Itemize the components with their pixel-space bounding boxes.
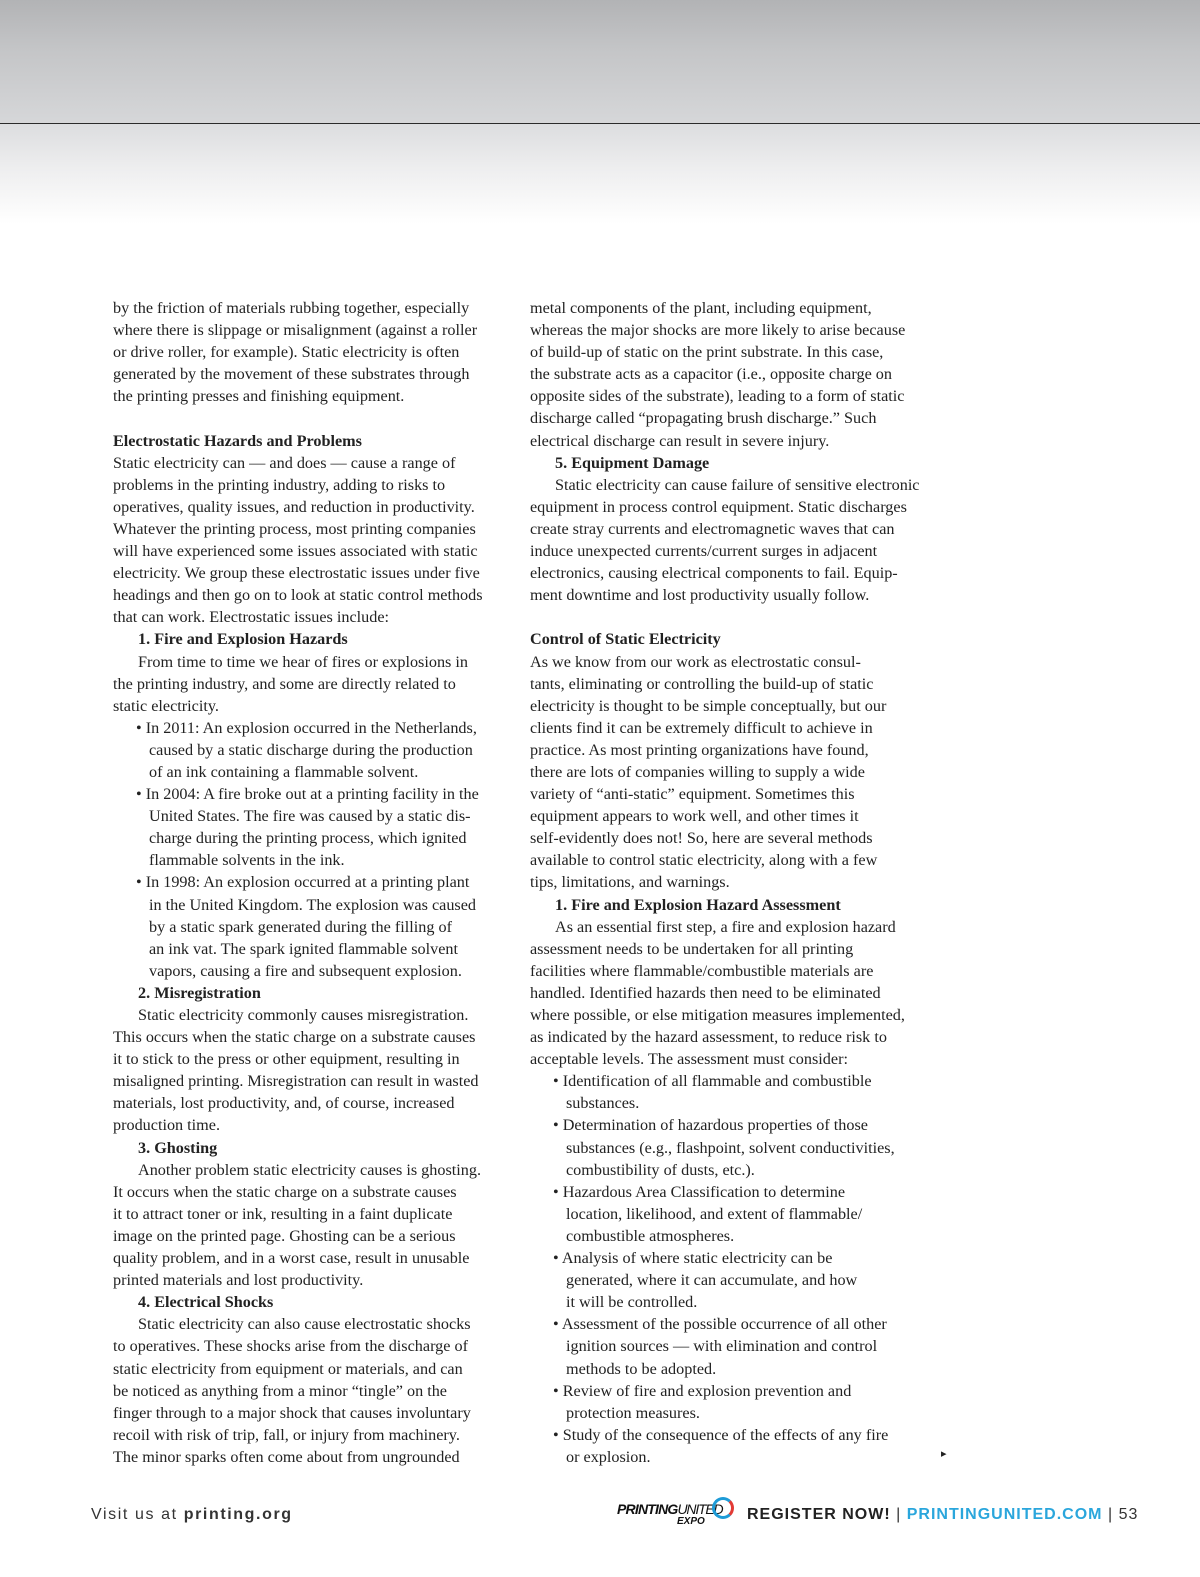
text-line: as indicated by the hazard assessment, to reduce risk to: [530, 1028, 887, 1047]
text-line: create stray currents and electromagnetic waves that can: [530, 519, 895, 538]
bullet-item: • In 2011: An explosion occurred in the Netherlands,: [136, 718, 477, 737]
text-line: operatives, quality issues, and reduction in productivity.: [113, 497, 475, 516]
bullet-item: • In 2004: A fire broke out at a printing facility in the: [136, 785, 479, 804]
text-line: The minor sparks often come about from ungrounded: [113, 1447, 460, 1466]
text-line: of build-up of static on the print substrate. In this case,: [530, 343, 884, 362]
text-line: production time.: [113, 1116, 220, 1135]
register-now-link[interactable]: REGISTER NOW!: [747, 1506, 891, 1523]
text-line: Whatever the printing process, most printing companies: [113, 519, 476, 538]
text-line: tants, eliminating or controlling the build-up of static: [530, 674, 874, 693]
paragraph-first-line: Static electricity commonly causes misregistration.: [138, 1006, 469, 1024]
text-line: where possible, or else mitigation measures implemented,: [530, 1006, 905, 1024]
bullet-continuation: or explosion.: [566, 1447, 651, 1466]
bullet-continuation: flammable solvents in the ink.: [149, 851, 345, 870]
footer-visit-prefix: Visit us at: [91, 1506, 178, 1523]
text-line: where there is slippage or misalignment (against a roller: [113, 321, 478, 340]
logo-expo-text: EXPO: [677, 1516, 705, 1527]
text-line: it to stick to the press or other equipment, resulting in: [113, 1050, 460, 1069]
text-line: misaligned printing. Misregistration can result in wasted: [113, 1072, 479, 1091]
printing-united-expo-logo: [617, 1497, 735, 1529]
text-line: induce unexpected currents/current surges in adjacent: [530, 542, 878, 561]
subsection-heading: 1. Fire and Explosion Hazard Assessment: [555, 895, 841, 914]
bullet-continuation: in the United Kingdom. The explosion was caused: [149, 895, 476, 914]
bullet-continuation: protection measures.: [566, 1403, 700, 1422]
paragraph-spacer: [530, 606, 930, 628]
text-line: will have experienced some issues associated with static: [113, 542, 478, 561]
text-line: image on the printed page. Ghosting can be a serious: [113, 1226, 456, 1245]
logo-ring-icon: [712, 1497, 734, 1519]
bullet-continuation: methods to be adopted.: [566, 1359, 717, 1378]
subsection-heading: 3. Ghosting: [138, 1138, 218, 1157]
bullet-continuation: combustible atmospheres.: [566, 1226, 735, 1245]
subsection-heading: 2. Misregistration: [138, 983, 261, 1002]
section-heading: Control of Static Electricity: [530, 630, 721, 649]
text-line: electricity is thought to be simple conceptually, but our: [530, 696, 887, 715]
text-line: or drive roller, for example). Static electricity is often: [113, 343, 460, 362]
text-line: assessment needs to be undertaken for all printing: [530, 939, 854, 958]
text-line: discharge called “propagating brush discharge.” Such: [530, 409, 877, 428]
text-line: quality problem, and in a worst case, result in unusable: [113, 1249, 470, 1268]
bullet-continuation: it will be controlled.: [566, 1293, 698, 1312]
text-line: variety of “anti-static” equipment. Sometimes this: [530, 785, 855, 804]
continue-arrow-icon: ▸: [941, 1447, 947, 1460]
paragraph-first-line: Static electricity can cause failure of sensitive electronic: [555, 475, 920, 494]
text-line: handled. Identified hazards then need to be eliminated: [530, 983, 881, 1002]
paragraph-first-line: From time to time we hear of fires or explosions in: [138, 652, 468, 671]
bullet-continuation: charge during the printing process, which ignited: [149, 829, 467, 848]
text-line: acceptable levels. The assessment must consider:: [530, 1050, 848, 1069]
text-line: finger through to a major shock that causes involuntary: [113, 1403, 471, 1422]
paragraph-first-line: As an essential first step, a fire and explosion hazard: [555, 917, 896, 936]
logo-wordmark: PRINTINGUNITED: [617, 1501, 723, 1517]
text-line: the printing industry, and some are directly related to: [113, 674, 456, 693]
text-line: electrical discharge can result in severe injury.: [530, 431, 830, 450]
article-column-right: [530, 297, 930, 1468]
bullet-item: • Study of the consequence of the effects of any fire: [553, 1425, 889, 1444]
text-line: tips, limitations, and warnings.: [530, 873, 730, 892]
header-gradient-band: [0, 0, 1200, 124]
bullet-continuation: caused by a static discharge during the production: [149, 740, 473, 759]
subsection-heading: 1. Fire and Explosion Hazards: [138, 630, 348, 649]
text-line: problems in the printing industry, adding to risks to: [113, 475, 446, 494]
bullet-item: • Determination of hazardous properties of those: [553, 1116, 868, 1135]
page-number: 53: [1118, 1506, 1139, 1523]
bullet-continuation: generated, where it can accumulate, and how: [566, 1271, 858, 1290]
text-line: whereas the major shocks are more likely to arise because: [530, 321, 906, 340]
text-line: static electricity from equipment or materials, and can: [113, 1359, 463, 1378]
bullet-continuation: substances (e.g., flashpoint, solvent conductivities,: [566, 1138, 895, 1157]
text-line: opposite sides of the substrate), leading to a form of static: [530, 387, 905, 406]
text-line: the substrate acts as a capacitor (i.e., opposite charge on: [530, 365, 892, 384]
bullet-continuation: of an ink containing a flammable solvent.: [149, 762, 419, 781]
text-line: equipment appears to work well, and other times it: [530, 807, 859, 826]
text-line: This occurs when the static charge on a substrate causes: [113, 1028, 476, 1047]
text-line: practice. As most printing organizations have found,: [530, 740, 869, 759]
bullet-continuation: ignition sources — with elimination and control: [566, 1337, 878, 1356]
text-line: ment downtime and lost productivity usually follow.: [530, 586, 870, 605]
text-line: As we know from our work as electrostatic consul-: [530, 652, 861, 671]
text-line: there are lots of companies willing to supply a wide: [530, 762, 865, 781]
bullet-continuation: an ink vat. The spark ignited flammable solvent: [149, 939, 458, 958]
text-line: self-evidently does not! So, here are several methods: [530, 829, 873, 848]
paragraph-spacer: [113, 407, 513, 429]
text-line: available to control static electricity, along with a few: [530, 851, 878, 870]
text-line: generated by the movement of these substrates through: [113, 365, 470, 384]
bullet-continuation: substances.: [566, 1094, 640, 1113]
text-line: It occurs when the static charge on a substrate causes: [113, 1182, 457, 1201]
text-line: be noticed as anything from a minor “tingle” on the: [113, 1381, 447, 1400]
bullet-continuation: vapors, causing a fire and subsequent explosion.: [149, 961, 462, 980]
bullet-continuation: United States. The fire was caused by a static dis-: [149, 807, 471, 826]
text-line: printed materials and lost productivity.: [113, 1271, 364, 1290]
bullet-item: • Assessment of the possible occurrence of all other: [553, 1315, 887, 1334]
footer-promo: [747, 1506, 1138, 1524]
header-fade: [0, 124, 1200, 224]
text-line: that can work. Electrostatic issues include:: [113, 608, 390, 627]
text-line: clients find it can be extremely difficult to achieve in: [530, 718, 873, 737]
text-line: Static electricity can — and does — cause a range of: [113, 453, 456, 472]
bullet-item: • Review of fire and explosion prevention and: [553, 1381, 852, 1400]
footer-separator: |: [896, 1506, 902, 1523]
footer-visit: [91, 1506, 293, 1524]
bullet-item: • Hazardous Area Classification to determine: [553, 1182, 845, 1201]
bullet-item: • In 1998: An explosion occurred at a printing plant: [136, 873, 470, 892]
text-line: headings and then go on to look at static control methods: [113, 586, 483, 605]
text-line: metal components of the plant, including equipment,: [530, 299, 872, 317]
text-line: electricity. We group these electrostatic issues under five: [113, 564, 480, 583]
text-line: static electricity.: [113, 696, 219, 715]
bullet-continuation: location, likelihood, and extent of flammable/: [566, 1204, 863, 1223]
article-column-left: [113, 297, 513, 1468]
bullet-continuation: combustibility of dusts, etc.).: [566, 1160, 755, 1179]
footer-visit-site-link[interactable]: printing.org: [183, 1506, 293, 1523]
text-line: by the friction of materials rubbing together, especially: [113, 299, 470, 317]
text-line: materials, lost productivity, and, of course, increased: [113, 1094, 455, 1113]
bullet-continuation: by a static spark generated during the filling of: [149, 917, 452, 936]
subsection-heading: 4. Electrical Shocks: [138, 1293, 274, 1312]
text-line: the printing presses and finishing equipment.: [113, 387, 405, 406]
text-line: recoil with risk of trip, fall, or injury from machinery.: [113, 1425, 460, 1444]
bullet-item: • Identification of all flammable and combustible: [553, 1072, 872, 1091]
text-line: facilities where flammable/combustible materials are: [530, 961, 874, 980]
text-line: equipment in process control equipment. Static discharges: [530, 497, 907, 516]
paragraph-first-line: Another problem static electricity causes is ghosting.: [138, 1160, 481, 1179]
printingunited-url-link[interactable]: PRINTINGUNITED.COM: [906, 1506, 1103, 1523]
paragraph-first-line: Static electricity can also cause electrostatic shocks: [138, 1315, 471, 1334]
footer-separator-2: |: [1107, 1506, 1114, 1523]
section-heading: Electrostatic Hazards and Problems: [113, 431, 362, 450]
text-line: it to attract toner or ink, resulting in a faint duplicate: [113, 1204, 453, 1223]
text-line: to operatives. These shocks arise from the discharge of: [113, 1337, 468, 1356]
text-line: electronics, causing electrical components to fail. Equip-: [530, 564, 898, 583]
subsection-heading: 5. Equipment Damage: [555, 453, 710, 472]
bullet-item: • Analysis of where static electricity can be: [553, 1249, 833, 1268]
